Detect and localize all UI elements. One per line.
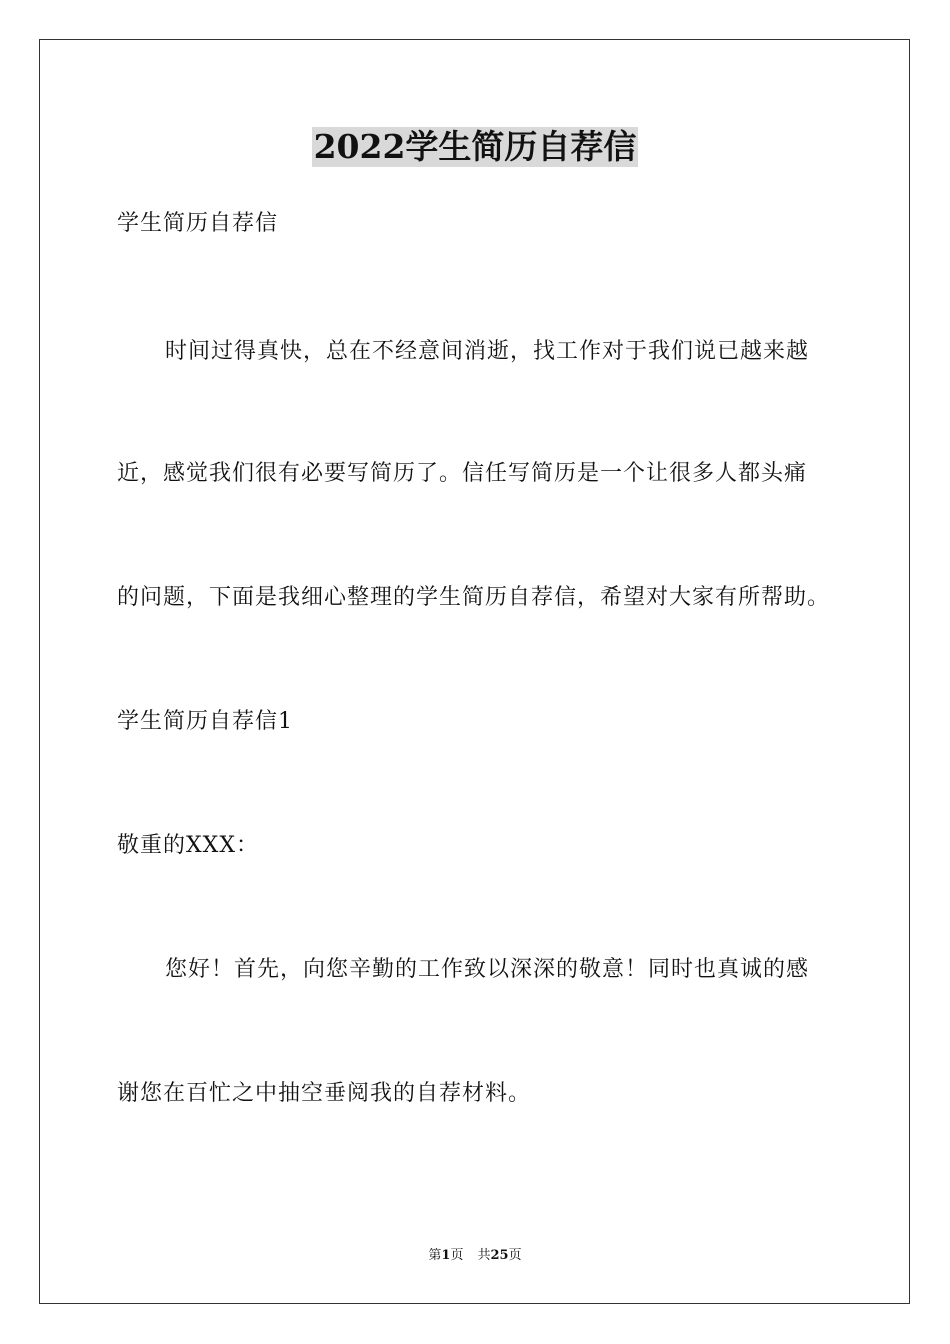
page-prefix: 第 [428,1248,442,1263]
page-number: 1 [441,1248,451,1263]
title-container [0,127,950,167]
paragraph-line: 时间过得真快，总在不经意间消逝，找工作对于我们说已越来越 [165,339,810,364]
paragraph-line: 近，感觉我们很有必要写简历了。信任写简历是一个让很多人都头痛 [117,461,808,486]
total-suffix: 页 [508,1248,522,1263]
subsection-heading: 学生简历自荐信1 [117,709,293,734]
paragraph-line: 谢您在百忙之中抽空垂阅我的自荐材料。 [117,1081,532,1106]
total-prefix: 共 [477,1248,491,1263]
paragraph-line: 的问题，下面是我细心整理的学生简历自荐信，希望对大家有所帮助。 [117,585,831,610]
section-heading: 学生简历自荐信 [117,211,279,236]
total-pages: 25 [490,1248,509,1263]
page-suffix: 页 [450,1248,464,1263]
page-footer [0,1247,950,1265]
document-title: 2022学生简历自荐信 [313,127,637,166]
paragraph-line: 您好！首先，向您辛勤的工作致以深深的敬意！同时也真诚的感 [165,957,810,982]
salutation: 敬重的XXX： [117,833,259,858]
